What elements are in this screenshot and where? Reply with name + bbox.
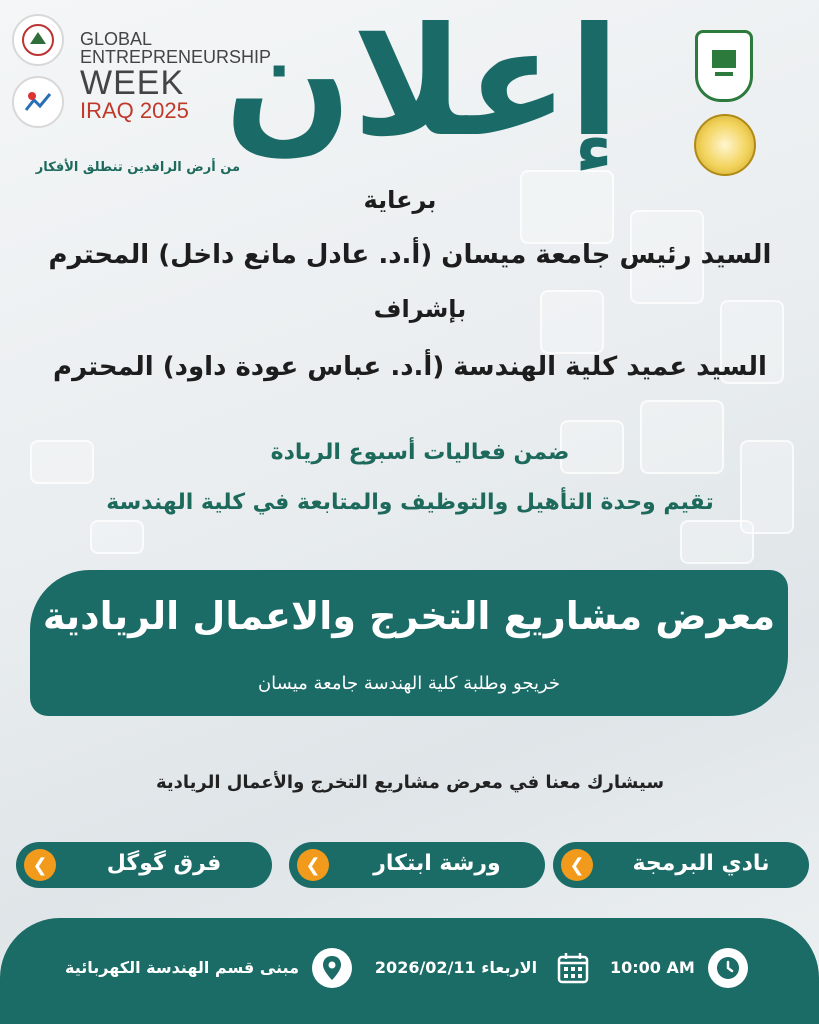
supervision-label: بإشراف xyxy=(373,295,467,323)
gew-line4: IRAQ 2025 xyxy=(80,98,189,123)
event-details-footer xyxy=(0,918,819,1024)
participants-intro: سيشارك معنا في معرض مشاريع التخرج والأعمال الريادية xyxy=(155,772,665,793)
calendar-icon xyxy=(553,948,593,988)
college-emblem-logo xyxy=(694,114,756,176)
chevron-left-icon: ❮ xyxy=(561,849,593,881)
gew-line2: ENTREPRENEURSHIP xyxy=(80,47,272,67)
participant-label: فرق گوگل xyxy=(106,851,222,876)
patron-name: السيد رئيس جامعة ميسان (أ.د. عادل مانع داخل) المحترم xyxy=(48,240,772,270)
location-pin-icon xyxy=(312,948,352,988)
gew-line1: GLOBAL xyxy=(80,29,153,49)
patronage-label: برعاية xyxy=(363,186,437,214)
event-date: الاربعاء 2026/02/11 xyxy=(374,958,538,977)
organizer-text: تقيم وحدة التأهيل والتوظيف والمتابعة في كلية الهندسة xyxy=(106,490,714,515)
announcement-title: إعلان xyxy=(224,0,620,170)
exhibition-banner xyxy=(30,570,788,716)
event-location: مبنى قسم الهندسة الكهربائية xyxy=(64,958,299,977)
event-time: 10:00 AM xyxy=(610,958,695,977)
chevron-left-icon: ❮ xyxy=(297,849,329,881)
exhibition-title: معرض مشاريع التخرج والاعمال الريادية xyxy=(42,594,776,638)
supervisor-name: السيد عميد كلية الهندسة (أ.د. عباس عودة داود) المحترم xyxy=(53,352,767,382)
participant-pill-programming-club[interactable] xyxy=(553,842,809,888)
entrepreneurship-logo xyxy=(12,76,64,128)
event-context: ضمن فعاليات أسبوع الريادة xyxy=(270,440,570,465)
gew-line3: WEEK xyxy=(80,64,185,102)
clock-icon xyxy=(708,948,748,988)
slogan-text: من أرض الرافدين تنطلق الأفكار xyxy=(35,160,240,175)
participant-label: ورشة ابتكار xyxy=(373,851,501,876)
chevron-left-icon: ❮ xyxy=(24,849,56,881)
participant-label: نادي البرمجة xyxy=(632,851,770,876)
participant-pill-google-teams[interactable] xyxy=(16,842,272,888)
university-seal-logo xyxy=(12,14,64,66)
exhibition-subtitle: خريجو وطلبة كلية الهندسة جامعة ميسان xyxy=(257,673,561,694)
university-shield-logo xyxy=(695,30,753,102)
participant-pill-innovation-workshop[interactable] xyxy=(289,842,545,888)
